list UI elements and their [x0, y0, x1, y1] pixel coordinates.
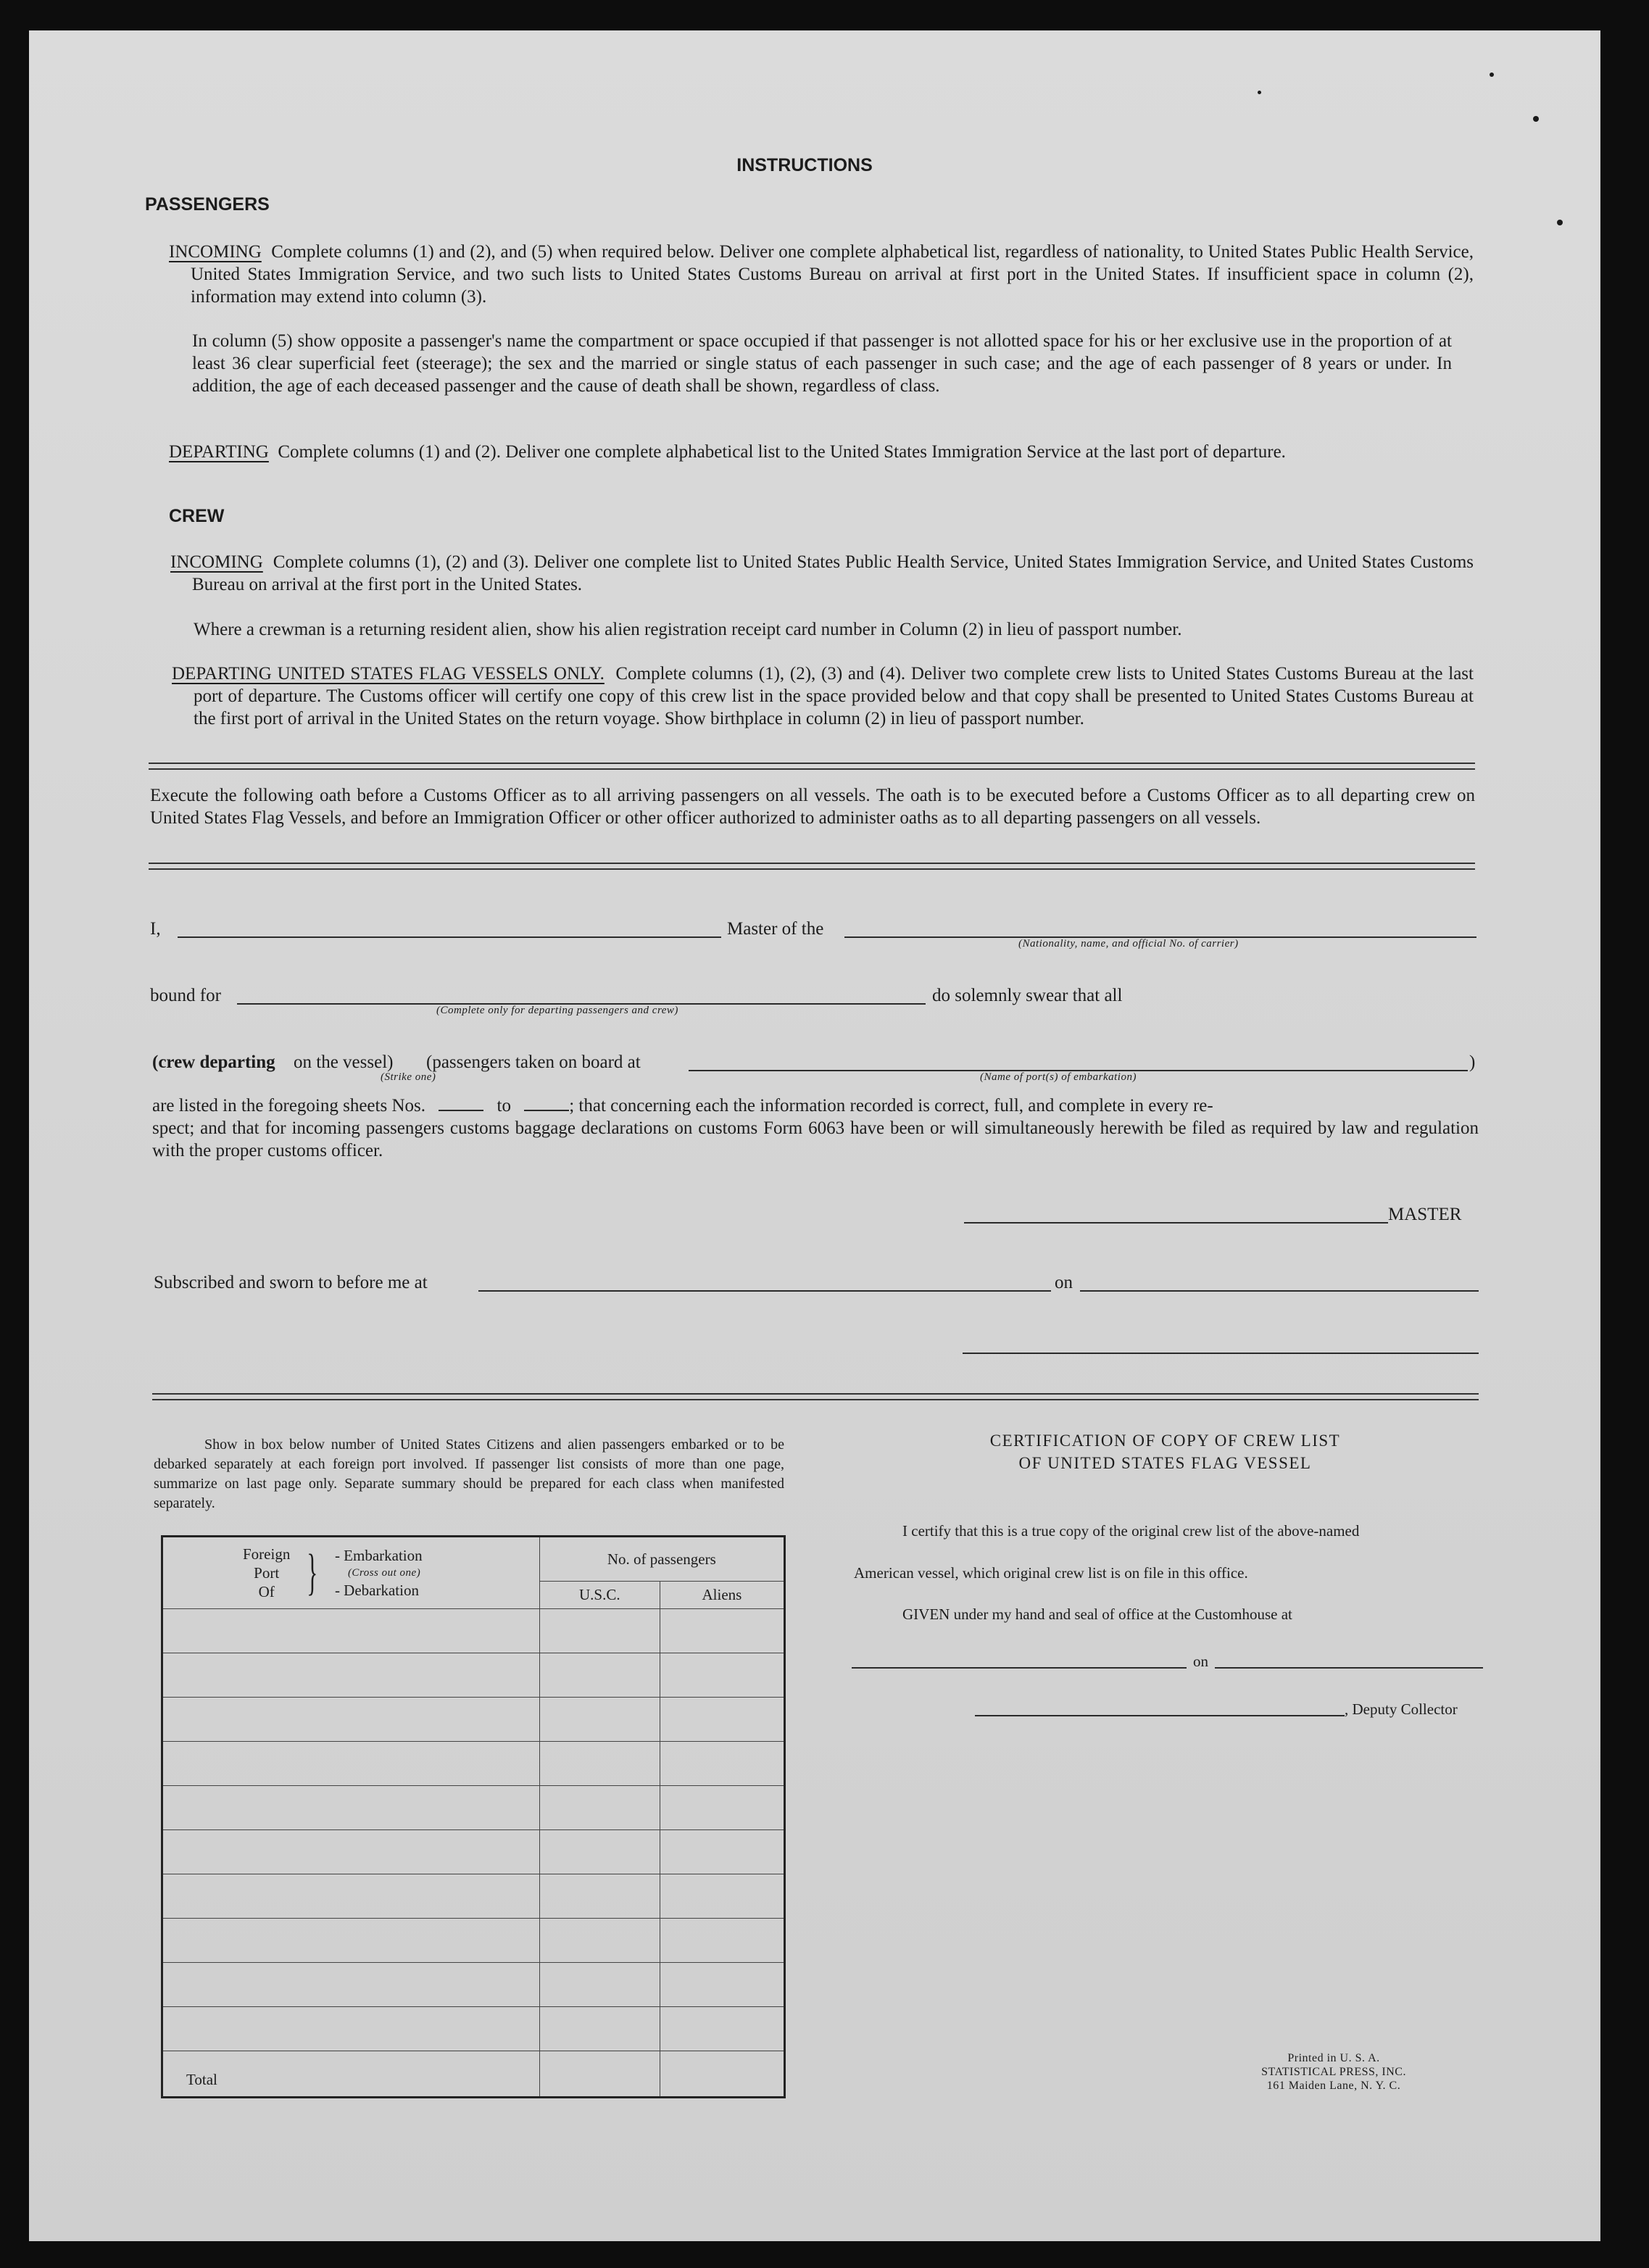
close-paren: ): [1469, 1052, 1476, 1072]
usc-cell[interactable]: [539, 1786, 660, 1830]
foreign-port-header: [162, 1537, 540, 1609]
swear-label: do solemnly swear that all: [932, 986, 1123, 1005]
table-row: [162, 2007, 785, 2051]
total-label: Total: [162, 2051, 540, 2098]
scan-spot: [1533, 116, 1539, 122]
carrier-note: (Nationality, name, and official No. of carrier): [1018, 938, 1239, 950]
officer-signature-field[interactable]: [963, 1353, 1479, 1354]
port-cell[interactable]: [162, 1830, 540, 1874]
table-row: [162, 1742, 785, 1786]
certify-text-1: I certify that this is a true copy of the original crew list of the above-named: [902, 1522, 1360, 1540]
scan-spot: [1557, 220, 1563, 225]
crew-resident-paragraph: Where a crewman is a returning resident alien, show his alien registration receipt card number in Column (2) in lieu of passport number.: [194, 620, 1182, 639]
bound-note: (Complete only for departing passengers and crew): [436, 1005, 678, 1016]
of-label: Of: [258, 1583, 275, 1600]
strike-note: (Strike one): [381, 1071, 436, 1083]
port-cell[interactable]: [162, 1786, 540, 1830]
cross-out-note: (Cross out one): [347, 1567, 421, 1579]
brace-icon: }: [307, 1545, 318, 1600]
on-vessel-label: on the vessel): [294, 1052, 394, 1072]
total-aliens-cell[interactable]: [660, 2051, 784, 2098]
port-cell[interactable]: [162, 1919, 540, 1963]
crew-departing-paragraph: [172, 662, 1474, 730]
section-divider: [152, 1393, 1479, 1400]
aliens-cell[interactable]: [660, 1609, 784, 1653]
aliens-cell[interactable]: [660, 1963, 784, 2007]
printer-imprint: [1232, 2051, 1435, 2093]
table-row: [162, 1830, 785, 1874]
port-label: Port: [254, 1564, 280, 1582]
aliens-cell[interactable]: [660, 1786, 784, 1830]
printer-line-2: STATISTICAL PRESS, INC.: [1261, 2066, 1406, 2078]
section-divider: [149, 763, 1475, 770]
usc-cell[interactable]: [539, 1653, 660, 1698]
usc-cell[interactable]: [539, 1963, 660, 2007]
sworn-date-field[interactable]: [1080, 1290, 1479, 1292]
subscribed-label: Subscribed and sworn to before me at: [154, 1273, 428, 1292]
deputy-signature-field[interactable]: [975, 1715, 1345, 1716]
passengers-incoming-paragraph: [169, 241, 1474, 308]
summary-instruction: Show in box below number of United States Citizens and alien passengers embarked or to be debarked separately at each foreign port involved. If passenger list consists of more than one page, summarize on last page only. Separate summary should be prepared for each class when manifested separately.: [154, 1437, 784, 1511]
master-of-label: Master of the: [727, 919, 824, 939]
port-cell[interactable]: [162, 1874, 540, 1919]
table-row: [162, 1786, 785, 1830]
aliens-cell[interactable]: [660, 1919, 784, 1963]
debarkation-option[interactable]: - Debarkation: [334, 1582, 419, 1599]
sworn-on-label: on: [1055, 1273, 1073, 1292]
listed-text-1: are listed in the foregoing sheets Nos.: [152, 1096, 425, 1116]
crew-incoming-label: INCOMING: [170, 552, 263, 572]
no-of-passengers-header: No. of passengers: [539, 1537, 784, 1582]
foreign-label: Foreign: [243, 1545, 291, 1563]
aliens-cell[interactable]: [660, 1830, 784, 1874]
section-divider: [149, 863, 1475, 870]
listed-text-2: ; that concerning each the information recorded is correct, full, and complete in every re-: [569, 1096, 1213, 1116]
port-cell[interactable]: [162, 1698, 540, 1742]
cert-date-field[interactable]: [1215, 1667, 1483, 1669]
cert-on-label: on: [1193, 1653, 1208, 1670]
passengers-heading: PASSENGERS: [145, 194, 270, 215]
master-name-field[interactable]: [178, 936, 721, 938]
table-row: [162, 1653, 785, 1698]
printer-line-3: 161 Maiden Lane, N. Y. C.: [1266, 2080, 1401, 2092]
master-signature-field[interactable]: [964, 1222, 1388, 1224]
certification-heading-1: CERTIFICATION OF COPY OF CREW LIST: [989, 1432, 1341, 1450]
certification-heading-2: OF UNITED STATES FLAG VESSEL: [1018, 1454, 1312, 1472]
port-cell[interactable]: [162, 1742, 540, 1786]
usc-cell[interactable]: [539, 1830, 660, 1874]
passenger-summary-table: [161, 1535, 786, 2098]
given-text: GIVEN under my hand and seal of office at the Customhouse at: [902, 1606, 1292, 1623]
passengers-incoming-text: Complete columns (1) and (2), and (5) when required below. Deliver one complete alphabetical list, regardless of nationality, to United States Public Health Service, United States Immigration Service, and two such lists to United States Customs Bureau on arrival at first port in the United States. If insufficient space in column (2), information may extend into column (3).: [191, 242, 1474, 307]
crew-heading: CREW: [169, 506, 225, 526]
aliens-cell[interactable]: [660, 1874, 784, 1919]
aliens-cell[interactable]: [660, 1653, 784, 1698]
aliens-cell[interactable]: [660, 1742, 784, 1786]
aliens-cell[interactable]: [660, 2007, 784, 2051]
deputy-collector-label: , Deputy Collector: [1345, 1700, 1458, 1718]
bound-for-label: bound for: [150, 986, 221, 1005]
crew-departing-option[interactable]: [152, 1051, 275, 1073]
embarkation-option[interactable]: - Embarkation: [334, 1547, 423, 1564]
crew-departing-label: DEPARTING UNITED STATES FLAG VESSELS ONLY.: [172, 664, 605, 684]
scan-spot: [1490, 72, 1494, 77]
port-note: (Name of port(s) of embarkation): [980, 1071, 1137, 1083]
passengers-departing-label: DEPARTING: [169, 442, 269, 462]
total-usc-cell[interactable]: [539, 2051, 660, 2098]
customhouse-field[interactable]: [852, 1667, 1187, 1669]
listed-line: [152, 1094, 1479, 1117]
passengers-taken-option[interactable]: (passengers taken on board at: [426, 1052, 641, 1072]
crew-incoming-paragraph: [170, 551, 1474, 596]
table-row: [162, 1919, 785, 1963]
certify-text-2: American vessel, which original crew list is on file in this office.: [854, 1564, 1248, 1582]
port-cell[interactable]: [162, 2007, 540, 2051]
passengers-column5-paragraph: In column (5) show opposite a passenger's name the compartment or space occupied if that passenger is not allotted space for his or her exclusive use in the proportion of at least 36 clear superficial feet (steerage); the sex and the married or single status of each passenger in such case; and the age of each passenger of 8 years or under. In addition, the age of each deceased passenger and the cause of death shall be shown, regardless of class.: [192, 331, 1452, 396]
sworn-place-field[interactable]: [478, 1290, 1051, 1292]
table-row: [162, 1874, 785, 1919]
scan-spot: [1258, 91, 1261, 94]
passengers-incoming-label: INCOMING: [169, 242, 262, 262]
crew-incoming-text: Complete columns (1), (2) and (3). Deliver one complete list to United States Public Health Service, United States Immigration Service, and United States Customs Bureau on arrival at the first port in the United States.: [192, 552, 1474, 594]
aliens-header: Aliens: [660, 1582, 784, 1609]
sheet-to-field[interactable]: [524, 1110, 569, 1111]
usc-cell[interactable]: [539, 2007, 660, 2051]
to-label: to: [497, 1096, 511, 1116]
table-row: [162, 1698, 785, 1742]
passengers-departing-paragraph: [169, 441, 1474, 463]
port-cell[interactable]: [162, 1609, 540, 1653]
crew-departing-label: (crew departing: [152, 1052, 275, 1072]
oath-i-label: I,: [150, 919, 161, 939]
printer-line-1: Printed in U. S. A.: [1287, 2052, 1380, 2064]
listed-rest: spect; and that for incoming passengers customs baggage declarations on customs Form 6063 have been or will simultaneously herewith be filed as required by law and regulation with the proper customs officer.: [152, 1118, 1479, 1160]
table-row: [162, 1963, 785, 2007]
oath-intro: Execute the following oath before a Customs Officer as to all arriving passengers on all vessels. The oath is to be executed before a Customs Officer as to all departing crew on United States Flag Vessels, and before an Immigration Officer or other officer authorized to administer oaths as to all departing passengers on all vessels.: [150, 786, 1475, 828]
page-title: INSTRUCTIONS: [736, 155, 873, 175]
master-signature-label: MASTER: [1388, 1205, 1462, 1224]
passengers-departing-text: Complete columns (1) and (2). Deliver one complete alphabetical list to the United States Immigration Service at the last port of departure.: [278, 442, 1286, 462]
port-cell[interactable]: [162, 1963, 540, 2007]
crew-departing-text: Complete columns (1), (2), (3) and (4). Deliver two complete crew lists to United States Customs Bureau at the last port of departure. The Customs officer will certify one copy of this crew list in the space provided below and that copy shall be presented to United States Customs Bureau at the first port of arrival in the United States on the return voyage. Show birthplace in column (2) in lieu of passport number.: [194, 664, 1474, 728]
port-cell[interactable]: [162, 1653, 540, 1698]
usc-cell[interactable]: [539, 1742, 660, 1786]
aliens-cell[interactable]: [660, 1698, 784, 1742]
usc-cell[interactable]: [539, 1609, 660, 1653]
usc-cell[interactable]: [539, 1919, 660, 1963]
sheet-from-field[interactable]: [439, 1110, 483, 1111]
usc-cell[interactable]: [539, 1874, 660, 1919]
table-row: [162, 1609, 785, 1653]
usc-cell[interactable]: [539, 1698, 660, 1742]
usc-header: U.S.C.: [539, 1582, 660, 1609]
